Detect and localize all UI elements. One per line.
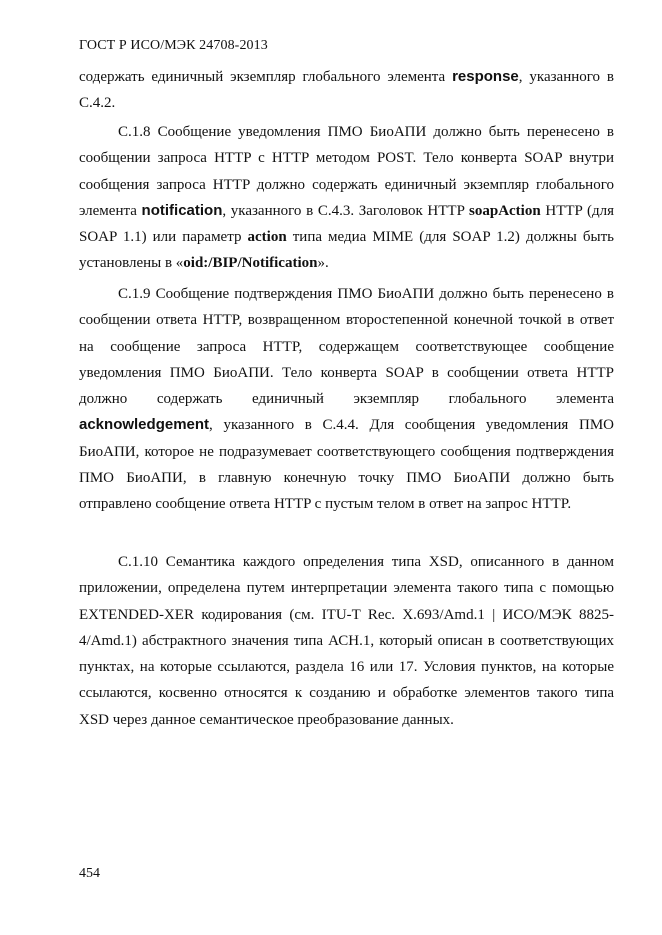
clause-c-1-8 [79,119,614,277]
term-soapaction: soapAction [469,202,541,219]
term-notification: notification [141,201,223,219]
continuation-text-start: содержать единичный экземпляр глобального элемента [79,69,453,85]
clause-c-1-10 [79,549,614,733]
clause-c-1-8-text-3: HTTP (для SOAP 1.1) или параметр [79,202,614,246]
term-acknowledgement: acknowledgement [79,416,210,434]
clause-c-1-10-text: С.1.10 Семантика каждого определения типа XSD, описанного в данном приложении, определена путем интерпретации элемента такого типа с помощью EXTENDED-XER кодирования (см. ITU-T Rec. X.693/Amd.1 | ИСО/МЭК 8825-4/Amd.1) абстрактного значения типа АСН.1, который описан в соответствующих пунктах, на которые ссылаются, раздела 16 или 17. Условия пунктов, на которые ссылаются, косвенно относятся к созданию и обработке элементов такого типа XSD через данное семантическое преобразование данных. [79,554,614,728]
clause-c-1-9 [79,281,614,518]
term-response: response [452,68,519,85]
clause-c-1-8-text-4: типа медиа MIME (для SOAP 1.2) должны быть установлены в « [79,229,614,272]
clause-c-1-9-text-1: С.1.9 Сообщение подтверждения ПМО БиоАПИ должно быть перенесено в сообщении ответа HTTP, возвращенном второстепенной конечной точкой в ответ на сообщение запроса HTTP, содержащем соответствующее сообщение уведомления ПМО БиоАПИ. Тело конверта SOAP в сообщении ответа HTTP должно содержать единичный экземпляр глобального элемента [79,286,614,408]
term-action: action [247,229,287,246]
continuation-paragraph [79,64,614,117]
term-oid-notification: oid:/BIP/Notification [183,255,318,272]
continuation-text-end: , указанного в С.4.2. [79,69,614,112]
clause-c-1-8-text-1: С.1.8 Сообщение уведомления ПМО БиоАПИ должно быть перенесено в сообщении запроса HTTP с HTTP методом POST. Тело конверта SOAP внутри сообщения запроса HTTP должно содержать единичный экземпляр глобального элемента [79,124,614,219]
document-header: ГОСТ Р ИСО/МЭК 24708-2013 [79,38,268,53]
clause-c-1-8-text-2: , указанного в С.4.3. Заголовок HTTP [222,202,470,219]
page-number: 454 [79,866,100,881]
clause-c-1-8-text-5: ». [317,255,329,272]
clause-c-1-9-text-2: , указанного в С.4.4. Для сообщения уведомления ПМО БиоАПИ, которое не подразумевает соответствующего сообщения подтверждения ПМО БиоАПИ, в главную конечную точку ПМО БиоАПИ должно быть отправлено сообщение ответа HTTP с пустым телом в ответ на запрос HTTP. [79,417,614,513]
